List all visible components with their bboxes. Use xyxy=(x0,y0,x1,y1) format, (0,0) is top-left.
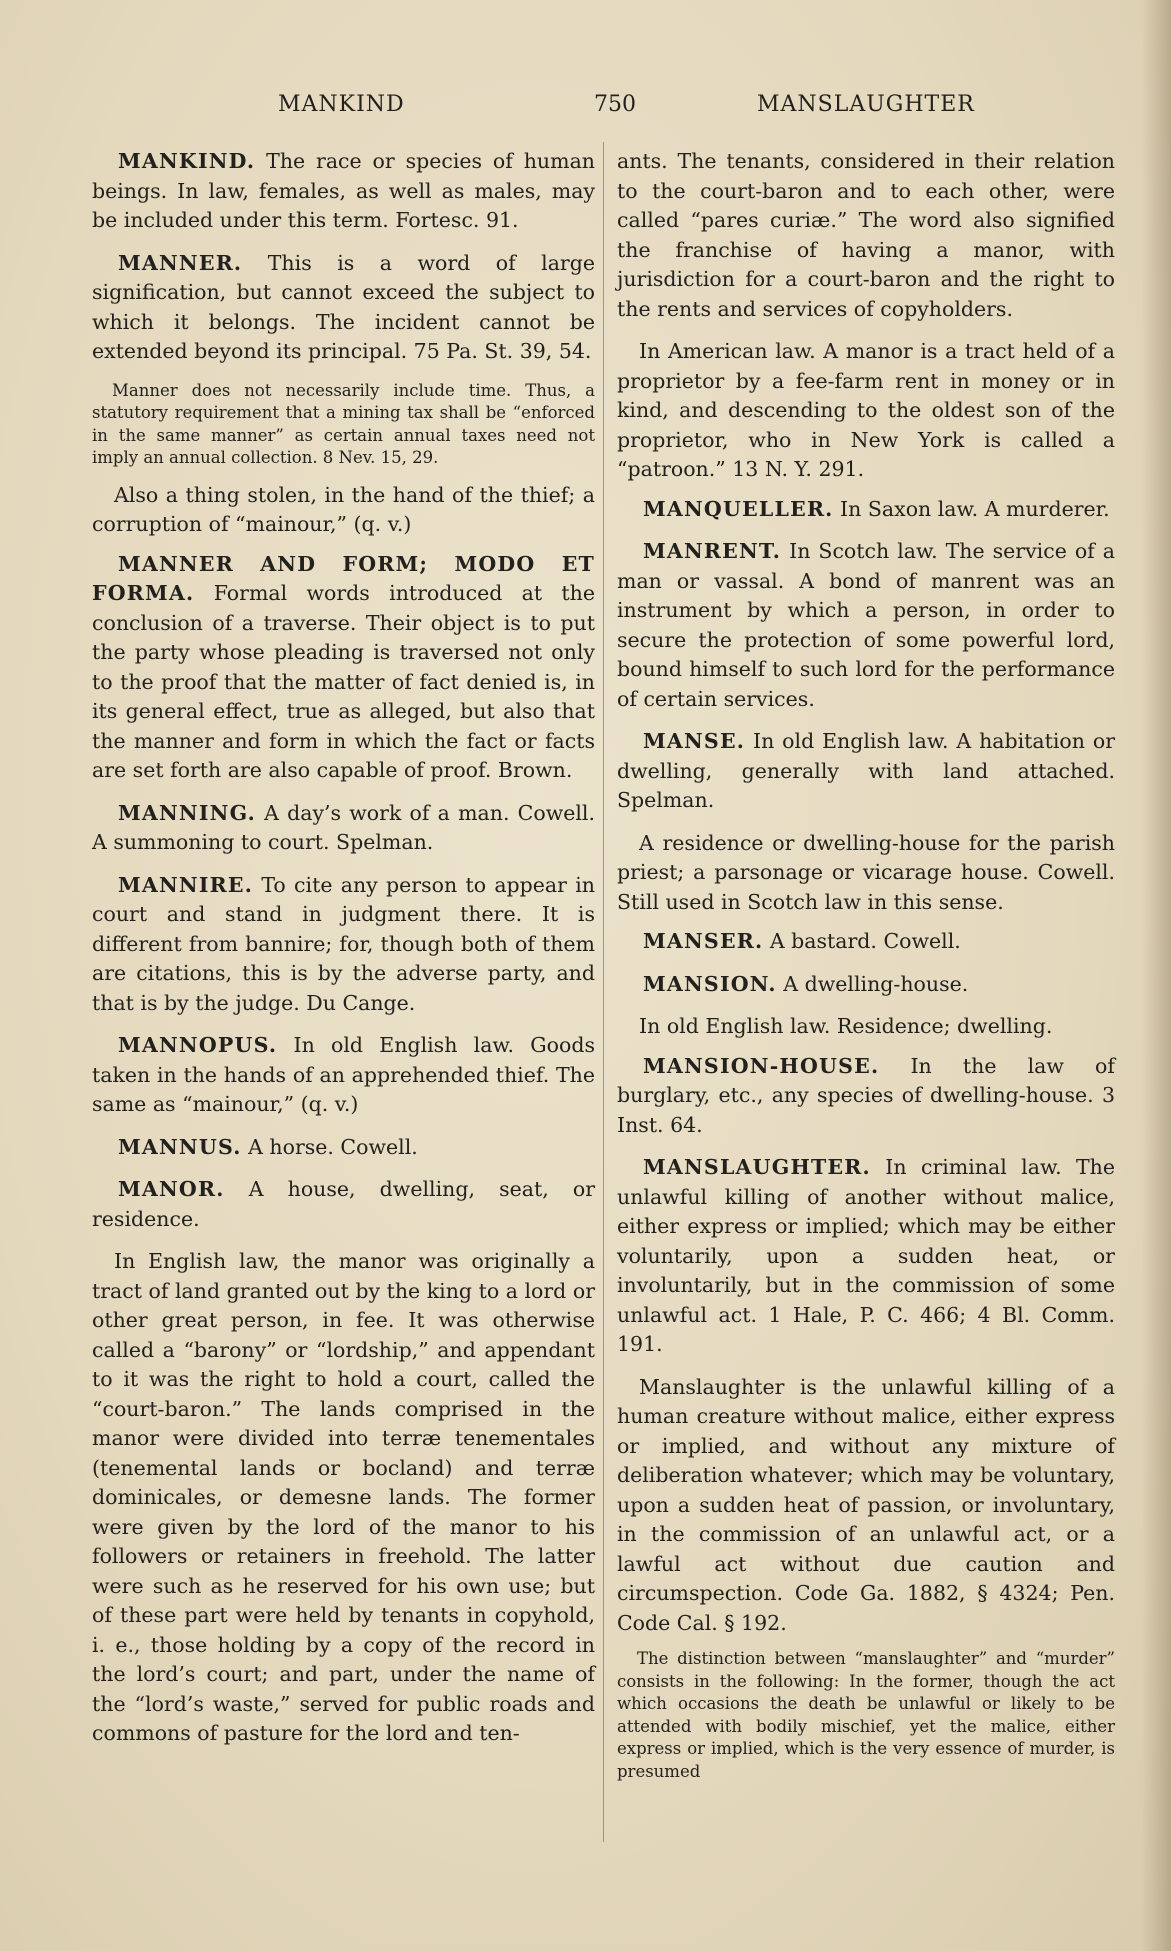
entry-definition: A bastard. Cowell. xyxy=(763,929,961,953)
entry-headword: MANOR. xyxy=(118,1177,225,1201)
entry-definition: To cite any person to appear in court and stand in judgment there. It is different from bannire; for, though both of them are citations, this is by the adverse party, and that is by the judge. Du Cange. xyxy=(92,872,595,1015)
entry-paragraph: In American law. A manor is a tract held of a proprietor by a fee-farm rent in money or in kind, and descending to the oldest son of the proprietor, who in New York is called a “patroon.” 13 N. Y. 291. xyxy=(617,339,1115,481)
entry-definition: A horse. Cowell. xyxy=(241,1134,418,1159)
entry-definition: In old English law. A habitation or dwelling, generally with land attached. Spelman. xyxy=(617,729,1115,812)
entry-note: The distinction between “manslaughter” and “murder” consists in the following: In the former, though the act which occasions the death be unlawful or likely to be attended with bodily mischief, yet the malice, either express or implied, which is the very essence of murder, is presumed xyxy=(617,1649,1115,1781)
entry-definition: A house, dwelling, seat, or residence. xyxy=(92,1177,595,1231)
running-header xyxy=(0,92,1171,128)
entry-definition: In Scotch law. The service of a man or vassal. A bond of manrent was an instrument by which a person, in order to secure the protection of some powerful lord, bound himself to such lord for the performance of certain services. xyxy=(617,539,1115,711)
entry-headword: MANRENT. xyxy=(643,539,782,563)
page-number: 750 xyxy=(594,92,636,117)
dictionary-entry xyxy=(92,1133,595,1163)
entry-definition: This is a word of large signification, but cannot exceed the subject to which it belongs. The incident cannot be extended beyond its principal. 75 Pa. St. 39, 54. xyxy=(92,250,595,363)
entry-headword: MANSION. xyxy=(643,971,777,996)
entry-definition: In the law of burglary, etc., any species of dwelling-house. 3 Inst. 64. xyxy=(617,1053,1115,1137)
dictionary-entry xyxy=(617,495,1115,525)
entry-definition: The race or species of human beings. In law, females, as well as males, may be included under this term. Fortesc. 91. xyxy=(92,149,595,232)
entry-headword: MANNER. xyxy=(118,250,243,275)
entry-paragraph: In English law, the manor was originally a tract of land granted out by the king to a lord or other great person, in fee. It was otherwise called a “barony” or “lordship,” and appendant to it was the right to hold a court, called the “court-baron.” The lands comprised in the manor were divided into terræ tenementales (tenemental lands or bocland) and terræ dominicales, or demesne lands. The former were given by the lord of the manor to his followers or retainers in freehold. The latter were such as he reserved for his own use; but of these part were held by tenants in copyhold, i. e., those holding by a copy of the record in the lord’s court; and part, under the name of the “lord’s waste,” served for public roads and commons of pasture for the lord and ten- xyxy=(92,1249,595,1745)
entry-headword: MANKIND. xyxy=(118,149,256,173)
dictionary-entry xyxy=(92,1175,595,1234)
column-divider xyxy=(603,142,604,1842)
continued-paragraph: ants. The tenants, considered in their relation to the court-baron and to each other, were called “pares curiæ.” The word also signified the franchise of having a manor, with jurisdiction for a court-baron and the right to the rents and services of copyholders. xyxy=(617,149,1115,321)
entry-headword: MANNING. xyxy=(118,800,256,825)
header-left-guide-word: MANKIND xyxy=(278,92,405,117)
entry-paragraph: In old English law. Residence; dwelling. xyxy=(639,1014,1053,1038)
entry-headword: MANSLAUGHTER. xyxy=(643,1155,871,1179)
entry-paragraph: Also a thing stolen, in the hand of the thief; a corruption of “mainour,” (q. v.) xyxy=(92,482,595,536)
dictionary-entry xyxy=(617,927,1115,957)
entry-headword: MANSION-HOUSE. xyxy=(643,1053,880,1078)
dictionary-entry xyxy=(92,147,595,236)
entry-definition: Formal words introduced at the conclusion of a traverse. Their object is to put the party whose pleading is traversed not only to the proof that the matter of fact denied is, in its general effect, true as alleged, but also that the manner and form in which the fact or facts are set forth are also capable of proof. Brown. xyxy=(92,581,595,782)
dictionary-entry xyxy=(617,537,1115,714)
dictionary-entry xyxy=(617,1153,1115,1360)
page-edge-shadow xyxy=(1141,0,1171,1951)
entry-headword: MANNER AND FORM; MODO ET FORMA. xyxy=(92,551,595,605)
dictionary-entry xyxy=(617,970,1115,1000)
entry-headword: MANSER. xyxy=(643,929,764,953)
dictionary-entry xyxy=(617,727,1115,816)
entry-definition: In Saxon law. A murderer. xyxy=(833,496,1110,521)
entry-paragraph: Manslaughter is the unlawful killing of a human creature without malice, either express or implied, and without any mixture of deliberation whatever; which may be voluntary, upon a sudden heat of passion, or involuntary, in the commission of an unlawful act, or a lawful act without due caution and circumspection. Code Ga. 1882, § 4324; Pen. Code Cal. § 192. xyxy=(617,1374,1115,1635)
entry-paragraph: A residence or dwelling-house for the parish priest; a parsonage or vicarage house. Cowell. Still used in Scotch law in this sense. xyxy=(617,830,1115,914)
header-right-guide-word: MANSLAUGHTER xyxy=(757,92,975,117)
dictionary-entry xyxy=(92,1031,595,1120)
entry-definition: A dwelling-house. xyxy=(776,971,969,996)
entry-headword: MANNOPUS. xyxy=(118,1033,278,1057)
dictionary-entry xyxy=(92,871,595,1019)
right-column xyxy=(617,147,1115,1794)
left-column xyxy=(92,147,595,1759)
entry-definition: In criminal law. The unlawful killing of another without malice, either express or implied; which may be either voluntarily, upon a sudden heat, or involuntarily, but in the commission of some unlawful act. 1 Hale, P. C. 466; 4 Bl. Comm. 191. xyxy=(617,1155,1115,1356)
dictionary-entry xyxy=(92,249,595,367)
entry-headword: MANQUELLER. xyxy=(643,496,834,521)
dictionary-entry xyxy=(617,1052,1115,1141)
entry-headword: MANNIRE. xyxy=(118,872,254,897)
entry-definition: A day’s work of a man. Cowell. A summoning to court. Spelman. xyxy=(92,800,595,854)
dictionary-entry xyxy=(92,550,595,786)
entry-headword: MANSE. xyxy=(643,729,746,753)
entry-note: Manner does not necessarily include time. Thus, a statutory requirement that a mining tax shall be “enforced in the same manner” as certain annual taxes need not imply an annual collection. 8 Nev. 15, 29. xyxy=(92,380,595,467)
entry-definition: In old English law. Goods taken in the hands of an apprehended thief. The same as “mainour,” (q. v.) xyxy=(92,1033,595,1116)
entry-headword: MANNUS. xyxy=(118,1134,242,1159)
dictionary-entry xyxy=(92,799,595,858)
